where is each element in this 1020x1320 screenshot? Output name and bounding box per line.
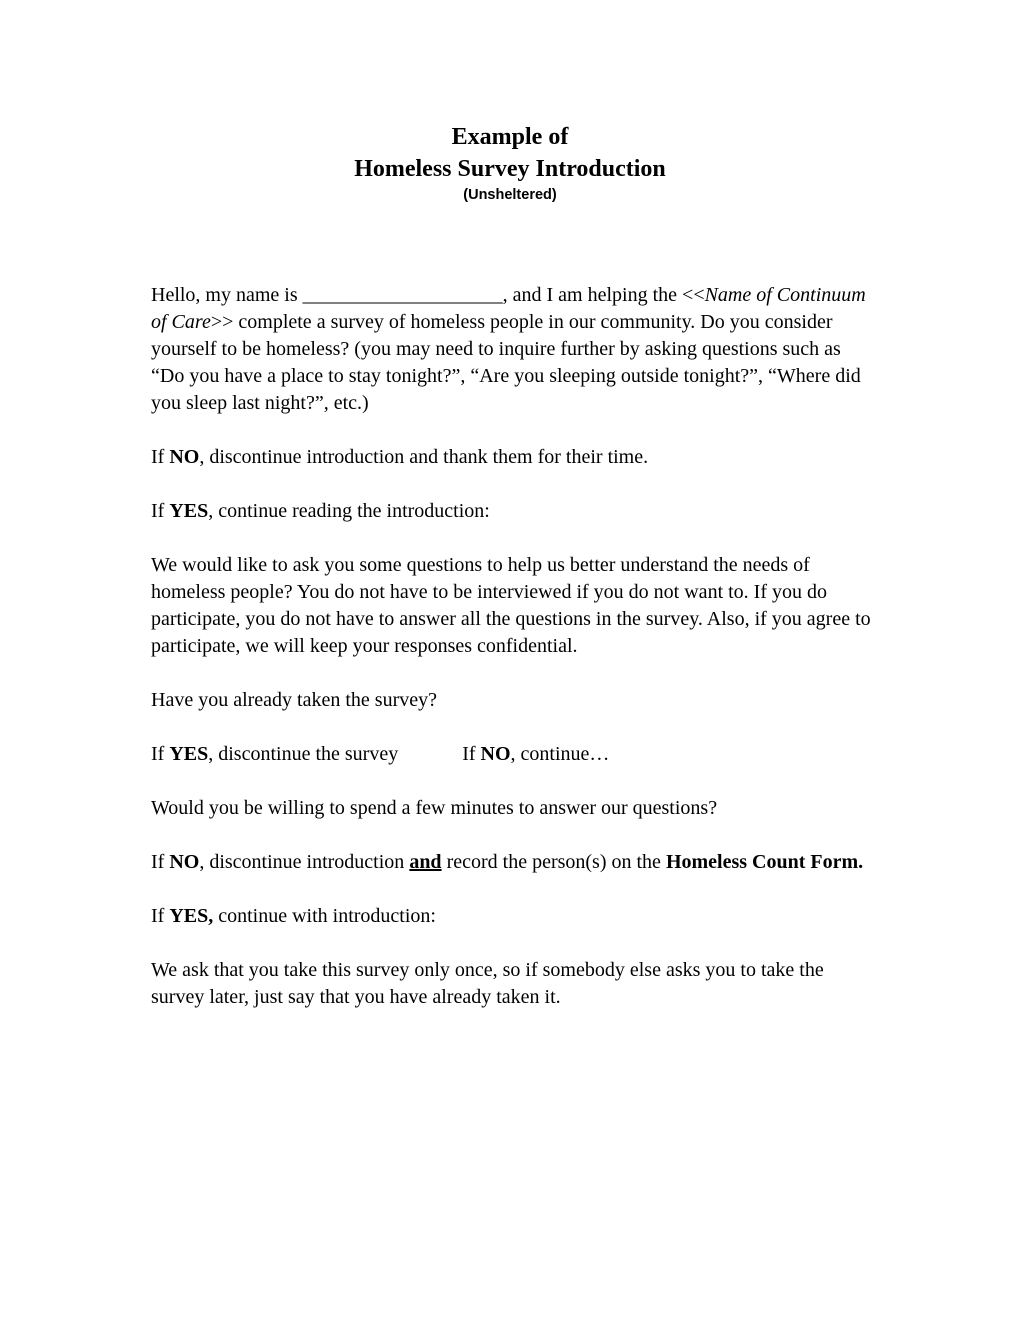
continue-instruction: continue with introduction: <box>213 905 436 927</box>
paragraph-already-taken: Have you already taken the survey? <box>151 689 437 711</box>
paragraph-intro <box>151 282 871 417</box>
name-blank: ____________________ <box>302 284 503 306</box>
yes-label: YES, <box>169 905 214 927</box>
body-text <box>151 282 871 1038</box>
if-yes-instruction: , continue reading the introduction: <box>208 500 490 522</box>
if-label: If <box>151 446 170 468</box>
and-emphasis: and <box>409 851 442 873</box>
title-line-2: Homeless Survey Introduction <box>354 156 666 182</box>
subtitle: (Unsheltered) <box>463 187 557 203</box>
if-yes-instruction: , discontinue the survey <box>208 743 399 765</box>
paragraph-only-once: We ask that you take this survey only once, so if somebody else asks you to take the survey later, just say that you have already taken it. <box>151 959 824 1008</box>
paragraph-record-count <box>151 849 871 876</box>
no-label: NO <box>169 446 200 468</box>
if-label: If <box>151 851 170 873</box>
homeless-count-form-label: Homeless Count Form. <box>665 851 864 873</box>
if-no-instruction: , discontinue introduction and thank them for their time. <box>199 446 649 468</box>
no-label: NO <box>169 851 200 873</box>
intro-text-b: , and I am helping the << <box>502 284 705 306</box>
if-label: If <box>462 743 481 765</box>
title-block <box>0 121 1020 205</box>
record-text-a: , discontinue introduction <box>199 851 410 873</box>
intro-text-c: >> complete a survey of homeless people in our community. Do you consider yourself to be homeless? (you may need to inquire further by asking questions such as “Do you have a place to stay tonight?”, “Are you sleeping outside tonight?”, “Where did you sleep last night?”, etc.) <box>151 311 861 414</box>
paragraph-willing: Would you be willing to spend a few minutes to answer our questions? <box>151 797 718 819</box>
paragraph-if-yes <box>151 498 871 525</box>
if-label: If <box>151 500 170 522</box>
yes-label: YES <box>169 500 209 522</box>
intro-text-a: Hello, my name is <box>151 284 303 306</box>
paragraph-questions: We would like to ask you some questions to help us better understand the needs of homeless people? You do not have to be interviewed if you do not want to. If you do participate, you do not have to answer all the questions in the survey. Also, if you agree to participate, we will keep your responses confidential. <box>151 554 871 657</box>
paragraph-yes-no-options <box>151 741 871 768</box>
continuum-name-placeholder: Name of Continuum of Care <box>151 284 866 333</box>
paragraph-continue <box>151 903 871 930</box>
if-label: If <box>151 743 170 765</box>
no-label: NO <box>480 743 511 765</box>
if-label: If <box>151 905 170 927</box>
if-no-instruction: , continue… <box>510 743 610 765</box>
record-text-b: record the person(s) on the <box>441 851 666 873</box>
paragraph-if-no <box>151 444 871 471</box>
title-line-1: Example of <box>451 124 569 150</box>
yes-label: YES <box>169 743 209 765</box>
